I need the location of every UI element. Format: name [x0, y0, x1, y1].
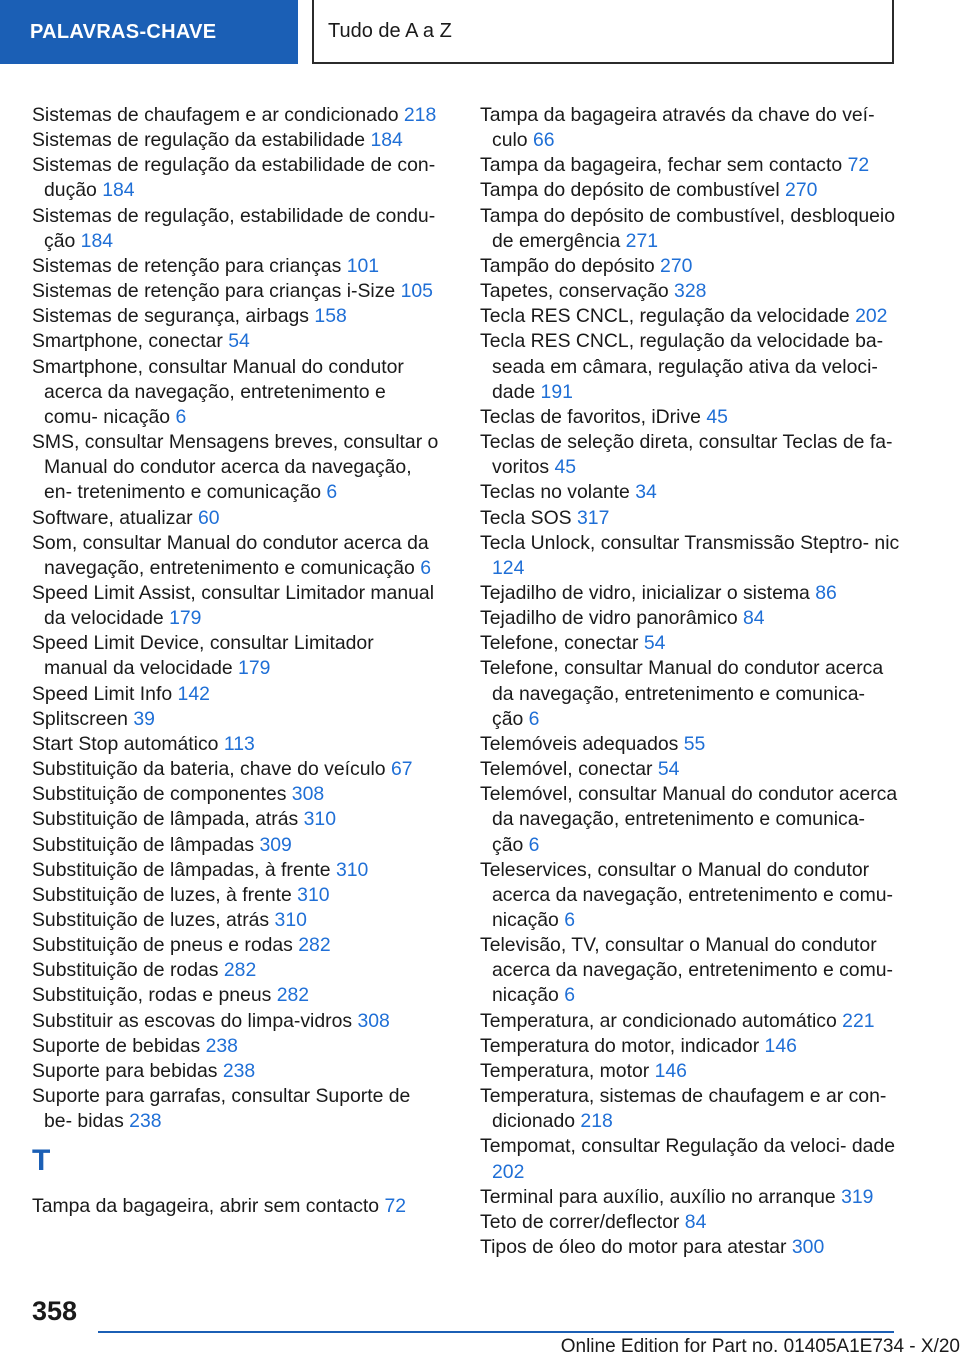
index-entry [32, 757, 442, 782]
index-entry-text: Substituição de lâmpadas [32, 833, 255, 856]
index-entry-page-link[interactable]: 282 [298, 934, 331, 957]
index-entry [32, 631, 442, 681]
index-entry-text: Smartphone, conectar [32, 330, 223, 353]
index-entry-text: Sistemas de regulação da estabilidade [32, 129, 366, 152]
header-tab [0, 0, 298, 64]
index-entry-text: Sistemas de regulação, estabilidade de condu‐ ção [32, 204, 436, 252]
index-entry [32, 204, 442, 254]
index-entry [480, 304, 900, 329]
index-entry-text: Tejadilho de vidro, inicializar o sistema [480, 581, 810, 604]
index-entry-page-link[interactable]: 55 [683, 732, 706, 755]
index-entry-page-link[interactable]: 309 [259, 833, 292, 856]
index-entry [32, 1084, 442, 1134]
index-entry-text: Tampa do depósito de combustível [480, 179, 780, 202]
footer-rule [98, 1331, 894, 1333]
index-entry-text: Substituição da bateria, chave do veículo [32, 758, 386, 781]
index-entry [480, 506, 900, 531]
index-entry-page-link[interactable]: 202 [855, 305, 888, 328]
index-entry-text: Tecla Unlock, consultar Transmissão Steptro‐ nic [480, 531, 900, 554]
index-entry-page-link[interactable]: 105 [400, 280, 433, 303]
index-entry-text: Temperatura, sistemas de chaufagem e ar con‐ dicionado [480, 1085, 887, 1133]
index-entry-page-link[interactable]: 308 [357, 1009, 390, 1032]
index-entry-text: Telemóvel, conectar [480, 758, 653, 781]
index-entry [32, 430, 442, 505]
index-entry-text: Sistemas de retenção para crianças i-Size [32, 280, 396, 303]
index-entry-page-link[interactable]: 60 [197, 506, 220, 529]
index-entry [32, 958, 442, 983]
index-entry-text: Speed Limit Info [32, 682, 173, 705]
index-entry-page-link[interactable]: 179 [169, 607, 202, 630]
index-entry-text: Tecla SOS [480, 506, 572, 529]
index-entry-page-link[interactable]: 72 [384, 1195, 407, 1218]
index-entry-text: Sistemas de chaufagem e ar condicionado [32, 104, 399, 126]
index-entry-page-link[interactable]: 317 [577, 506, 610, 529]
index-entry-text: Tecla RES CNCL, regulação da velocidade [480, 305, 850, 328]
index-entries-right [480, 103, 900, 1260]
index-entry-page-link[interactable]: 72 [847, 154, 870, 177]
index-entry-text: Substituição de lâmpada, atrás [32, 808, 299, 831]
index-entry [32, 1034, 442, 1059]
index-entry [480, 858, 900, 933]
index-entry-page-link[interactable]: 84 [743, 607, 765, 630]
index-entry-page-link[interactable]: 300 [791, 1236, 825, 1259]
index-entry [32, 782, 442, 807]
index-entry [480, 1084, 900, 1134]
index-entry-text: Telemóvel, consultar Manual do condutor acerca da navegação, entretenimento e comunica‐ ção [480, 783, 898, 856]
index-entry [32, 983, 442, 1008]
index-entry-page-link[interactable]: 319 [841, 1185, 874, 1208]
index-entry-page-link[interactable]: 191 [540, 380, 573, 403]
index-entry-page-link[interactable]: 270 [785, 179, 818, 202]
index-entry [32, 103, 442, 128]
index-entry-page-link[interactable]: 86 [815, 581, 837, 604]
index-entry-text: Substituição de rodas [32, 959, 219, 982]
index-entry-page-link[interactable]: 113 [223, 732, 255, 755]
footer-edition-text: Online Edition for Part no. 01405A1E734 - X/20 [560, 1336, 960, 1357]
index-entry [480, 153, 900, 178]
index-entry-page-link[interactable]: 270 [660, 254, 693, 277]
index-entry-text: Suporte para bebidas [32, 1059, 218, 1082]
index-entry [32, 858, 442, 883]
index-entry [32, 531, 442, 581]
index-entry [480, 329, 900, 404]
index-entry-page-link[interactable]: 238 [129, 1110, 162, 1133]
index-entry [32, 682, 442, 707]
index-entry-page-link[interactable]: 6 [528, 707, 540, 730]
index-entry-page-link[interactable]: 221 [842, 1009, 875, 1032]
index-entry-text: Substituição de lâmpadas, à frente [32, 858, 331, 881]
index-entry-page-link[interactable]: 67 [390, 758, 413, 781]
index-entry [480, 254, 900, 279]
index-entry-page-link[interactable]: 308 [291, 783, 325, 806]
index-entry-page-link[interactable]: 6 [420, 556, 432, 579]
index-entry [32, 883, 442, 908]
index-entry-page-link[interactable]: 282 [276, 984, 310, 1007]
index-entry-page-link[interactable]: 6 [528, 833, 540, 856]
index-entry [32, 128, 442, 153]
index-entry-page-link[interactable]: 158 [314, 305, 347, 328]
index-entry-page-link[interactable]: 142 [177, 682, 210, 705]
index-entry-text: Splitscreen [32, 707, 128, 730]
index-entry-page-link[interactable]: 54 [657, 758, 680, 781]
index-entry [32, 833, 442, 858]
index-entry-page-link[interactable]: 271 [625, 229, 659, 252]
index-entry [32, 1194, 442, 1219]
index-entry-page-link[interactable]: 101 [346, 254, 380, 277]
index-entry-text: Tampa da bagageira através da chave do veí‐ culo [480, 104, 875, 152]
index-entry [32, 807, 442, 832]
index-entry-page-link[interactable]: 6 [564, 909, 576, 931]
index-entry-text: Telefone, conectar [480, 632, 639, 655]
index-entry-text: Tejadilho de vidro panorâmico [480, 607, 738, 630]
index-entry-page-link[interactable]: 218 [403, 104, 437, 126]
index-entry-page-link[interactable]: 310 [297, 883, 330, 906]
index-entry-page-link[interactable]: 238 [205, 1034, 238, 1057]
index-entry-page-link[interactable]: 184 [370, 129, 403, 152]
index-entry [480, 204, 900, 254]
index-entry-text: Smartphone, consultar Manual do condutor acerca da navegação, entretenimento e comu‐ nicação [32, 355, 404, 428]
index-entry-page-link[interactable]: 54 [228, 330, 250, 353]
index-entry-text: Sistemas de segurança, airbags [32, 305, 310, 328]
index-entry-text: Temperatura, ar condicionado automático [480, 1009, 837, 1032]
index-entry [480, 430, 900, 480]
index-entry-page-link[interactable]: 310 [274, 909, 307, 931]
header-section-title-box [312, 0, 894, 64]
index-entry-page-link[interactable]: 84 [684, 1210, 707, 1233]
index-column-left [32, 103, 442, 1220]
index-entry [480, 757, 900, 782]
index-entry-page-link[interactable]: 328 [674, 280, 707, 303]
index-entry-text: Televisão, TV, consultar o Manual do condutor acerca da navegação, entretenimento e comu‐ nicação [480, 934, 893, 1007]
index-entry-page-link[interactable]: 202 [492, 1160, 525, 1183]
index-column-right [480, 103, 900, 1260]
index-entry [480, 933, 900, 1008]
index-entry-text: Tecla RES CNCL, regulação da velocidade ba‐ seada em câmara, regulação ativa da veloci‐ dade [480, 330, 884, 403]
index-entry [32, 153, 442, 203]
index-entry [480, 279, 900, 304]
index-entry-page-link[interactable]: 184 [80, 229, 114, 252]
index-entry [32, 707, 442, 732]
index-entry [480, 178, 900, 203]
index-entry [32, 933, 442, 958]
index-entry-page-link[interactable]: 124 [492, 556, 525, 579]
index-entry [480, 1034, 900, 1059]
index-entry-text: Som, consultar Manual do condutor acerca da navegação, entretenimento e comunicação [32, 531, 429, 579]
index-entry-text: Teclas de seleção direta, consultar Teclas de fa‐ voritos [480, 431, 893, 479]
index-entry [32, 355, 442, 430]
index-entry-text: Substituição de luzes, atrás [32, 909, 270, 931]
index-entry [480, 631, 900, 656]
index-entry-text: Tapetes, conservação [480, 280, 669, 303]
index-entry-text: Telefone, consultar Manual do condutor acerca da navegação, entretenimento e comunica‐ ção [480, 657, 884, 730]
index-entry [480, 606, 900, 631]
index-entry-text: Teto de correr/deflector [480, 1210, 680, 1233]
index-entry-page-link[interactable]: 6 [564, 984, 576, 1007]
page-number: 358 [32, 1296, 78, 1326]
index-entry-text: Tampa da bagageira, abrir sem contacto [32, 1195, 380, 1218]
index-entry-text: Teleservices, consultar o Manual do condutor acerca da navegação, entretenimento e comu‐ nicação [480, 858, 893, 931]
index-entry [480, 1134, 900, 1184]
index-entry-page-link[interactable]: 146 [764, 1034, 797, 1057]
index-entry-text: Teclas de favoritos, iDrive [480, 405, 701, 428]
index-entry [32, 1059, 442, 1084]
index-entry [32, 329, 442, 354]
index-entry-text: Speed Limit Device, consultar Limitador manual da velocidade [32, 632, 374, 680]
index-entry-text: Software, atualizar [32, 506, 193, 529]
index-entry-page-link[interactable]: 54 [643, 632, 666, 655]
index-entry [480, 782, 900, 857]
index-entry-page-link[interactable]: 45 [706, 405, 728, 428]
index-entry [480, 531, 900, 581]
index-entry-page-link[interactable]: 282 [223, 959, 257, 982]
index-entry-text: Suporte para garrafas, consultar Suporte de be‐ bidas [32, 1085, 411, 1133]
index-entry-page-link[interactable]: 184 [102, 179, 135, 202]
index-entry [480, 480, 900, 505]
index-entry-page-link[interactable]: 218 [580, 1110, 613, 1133]
index-entry-page-link[interactable]: 39 [133, 707, 155, 730]
index-entry-page-link[interactable]: 6 [175, 405, 187, 428]
index-entry-text: Substituição de pneus e rodas [32, 934, 293, 957]
index-entry [32, 1009, 442, 1034]
index-entry-text: Substituição, rodas e pneus [32, 984, 272, 1007]
index-entry-text: Substituir as escovas do limpa-vidros [32, 1009, 353, 1032]
index-entries-left [32, 103, 442, 1134]
index-entry-page-link[interactable]: 310 [335, 858, 369, 881]
index-entry [480, 732, 900, 757]
index-entry [480, 103, 900, 153]
index-entry-text: Tampa da bagageira, fechar sem contacto [480, 154, 843, 177]
index-entry-text: Terminal para auxílio, auxílio no arranque [480, 1185, 836, 1208]
index-entry [32, 254, 442, 279]
index-entry-text: Sistemas de retenção para crianças [32, 254, 342, 277]
index-entries-left-t [32, 1194, 442, 1219]
index-entry-page-link[interactable]: 310 [303, 808, 336, 831]
index-entry-page-link[interactable]: 146 [654, 1059, 687, 1082]
index-entry-text: Sistemas de regulação da estabilidade de con‐ dução [32, 154, 436, 202]
index-entry-text: Telemóveis adequados [480, 732, 679, 755]
index-entry-text: SMS, consultar Mensagens breves, consultar o Manual do condutor acerca da navegação, en‐ tretenimento e comunicação [32, 431, 439, 504]
index-entry [32, 908, 442, 933]
index-entry-text: Start Stop automático [32, 732, 219, 755]
index-entry-page-link[interactable]: 6 [326, 481, 338, 504]
header-tab-label: PALAVRAS-CHAVE [30, 20, 217, 43]
index-entry [480, 581, 900, 606]
index-entry [480, 1009, 900, 1034]
index-entry-text: Suporte de bebidas [32, 1034, 201, 1057]
index-entry-text: Teclas no volante [480, 481, 630, 504]
index-entry [480, 656, 900, 731]
index-entry [480, 1210, 900, 1235]
index-entry-page-link[interactable]: 66 [532, 129, 555, 152]
index-entry [32, 304, 442, 329]
index-entry [32, 732, 442, 757]
index-entry-text: Tampa do depósito de combustível, desbloqueio de emergência [480, 204, 896, 252]
index-entry-page-link[interactable]: 179 [238, 657, 271, 680]
index-entry-text: Tempomat, consultar Regulação da veloci‐ dade [480, 1135, 895, 1158]
index-entry-text: Substituição de luzes, à frente [32, 883, 292, 906]
index-entry-page-link[interactable]: 238 [222, 1059, 256, 1082]
index-entry-page-link[interactable]: 34 [635, 481, 657, 504]
index-entry-page-link[interactable]: 45 [554, 456, 577, 479]
index-entry-text: Temperatura, motor [480, 1059, 650, 1082]
section-letter: T [32, 1144, 51, 1178]
index-entry [32, 506, 442, 531]
index-entry-text: Speed Limit Assist, consultar Limitador manual da velocidade [32, 581, 435, 630]
header-section-title: Tudo de A a Z [328, 19, 452, 42]
index-entry [480, 405, 900, 430]
index-entry-text: Tampão do depósito [480, 254, 655, 277]
index-entry [480, 1185, 900, 1210]
index-entry [480, 1235, 900, 1260]
index-entry-text: Tipos de óleo do motor para atestar [480, 1236, 787, 1259]
index-entry [480, 1059, 900, 1084]
index-entry [32, 279, 442, 304]
index-entry-text: Substituição de componentes [32, 783, 287, 806]
index-entry [32, 581, 442, 631]
index-entry-text: Temperatura do motor, indicador [480, 1034, 760, 1057]
